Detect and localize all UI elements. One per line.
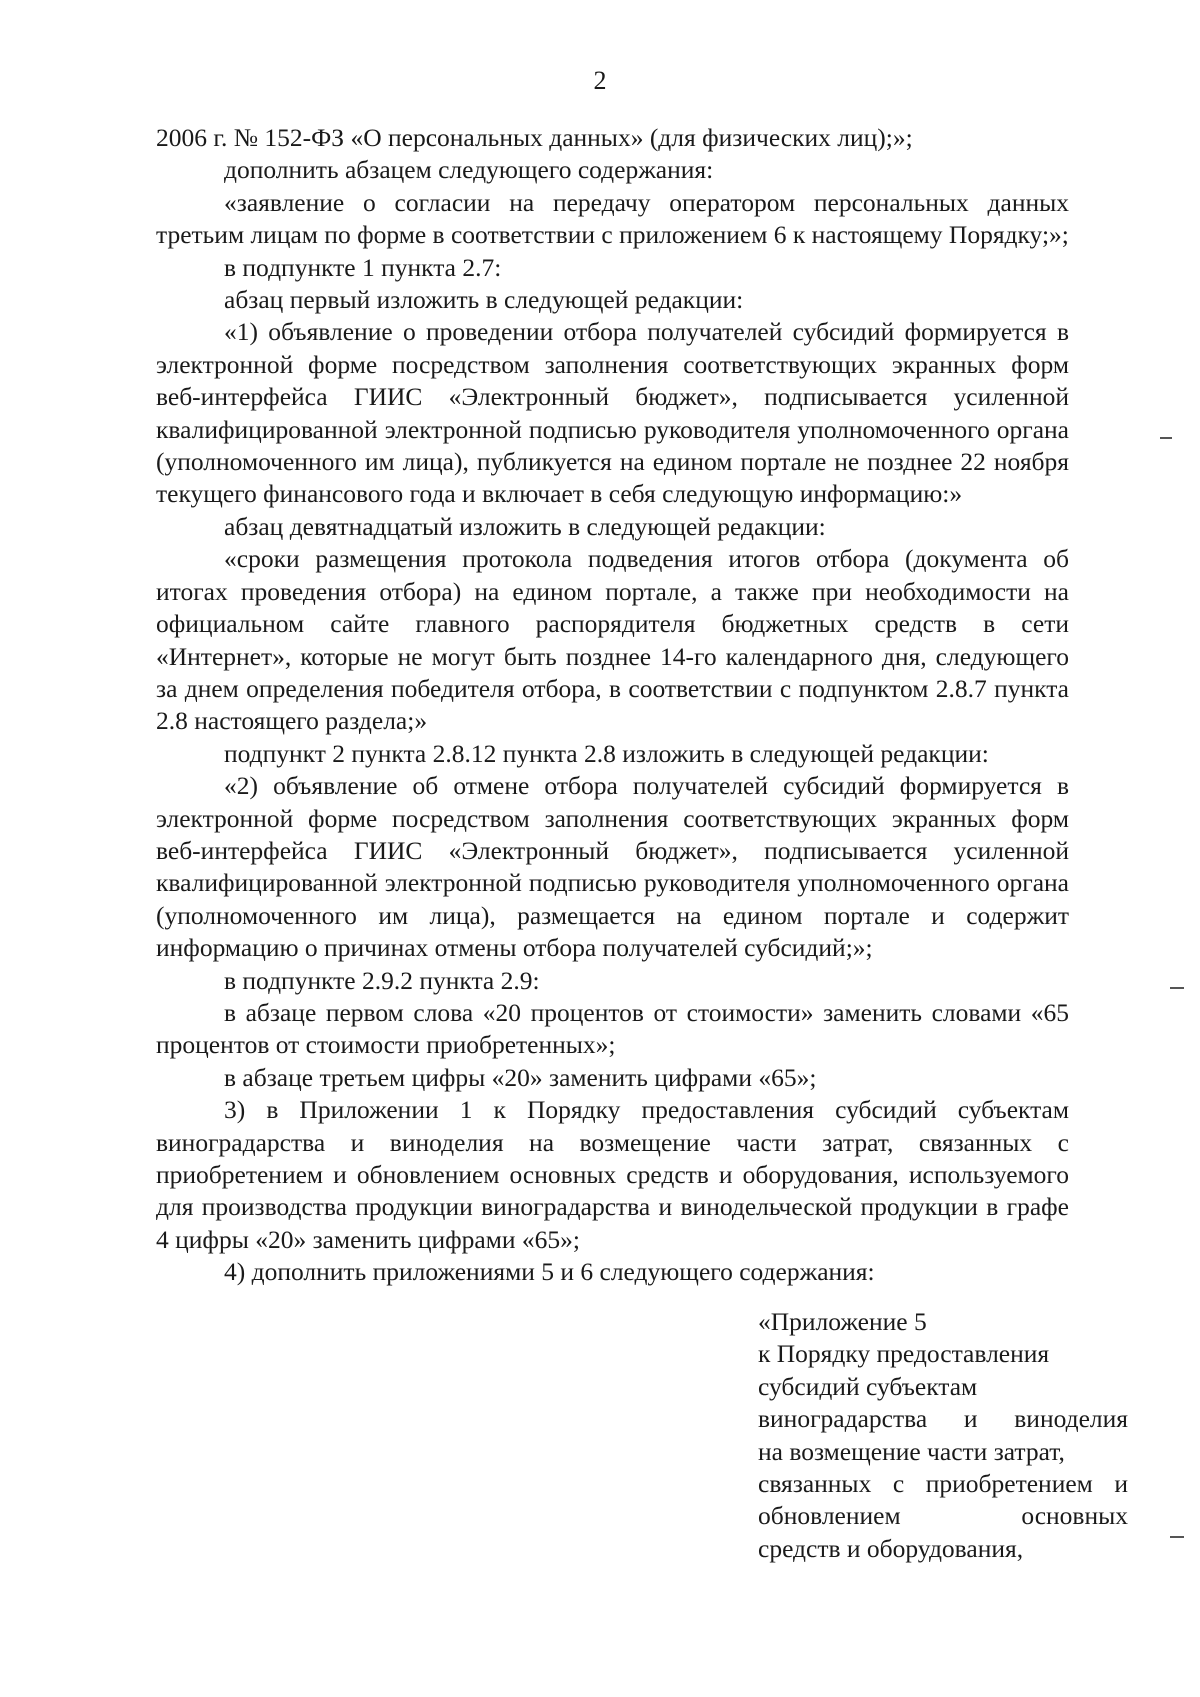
appendix-line-8: средств и оборудования,: [758, 1533, 1024, 1563]
paragraph-8: «сроки размещения протокола подведения итогов отбора (документа об итогах проведения отбора) на едином портале, а также при необходимости на официальном сайте главного распорядителя бюджетных средств в сети «Интернет», которые не могут быть позднее 14-го календарного дня, следующего за днем определения победителя отбора, в соответствии с подпунктом 2.8.7 пункта 2.8 настоящего раздела;»: [156, 544, 1069, 736]
appendix-line-2: к Порядку предоставления: [758, 1339, 1050, 1369]
paragraph-11: в подпункте 2.9.2 пункта 2.9:: [224, 965, 540, 995]
paragraph-7: абзац девятнадцатый изложить в следующей редакции:: [224, 511, 826, 541]
appendix-line-1: «Приложение 5: [758, 1307, 927, 1336]
appendix-line-6: связанных с приобретением и: [758, 1469, 1128, 1499]
appendix-line-4: виноградарства и виноделия: [758, 1404, 1128, 1434]
paragraph-6: «1) объявление о проведении отбора получателей субсидий формируется в электронной форме посредством заполнения соответствующих экранных форм веб-интерфейса ГИИС «Электронный бюджет», подписывается усиленной квалифицированной электронной подписью руководителя уполномоченного органа (уполномоченного им лица), публикуется на едином портале не позднее 22 ноября текущего финансового года и включает в себя следующую информацию:»: [156, 317, 1069, 509]
appendix-line-3: субсидий субъектам: [758, 1371, 978, 1401]
paragraph-13: в абзаце третьем цифры «20» заменить цифрами «65»;: [224, 1062, 817, 1092]
paragraph-10: «2) объявление об отмене отбора получателей субсидий формируется в электронной форме посредством заполнения соответствующих экранных форм веб-интерфейса ГИИС «Электронный бюджет», подписывается усиленной квалифицированной электронной подписью руководителя уполномоченного органа (уполномоченного им лица), размещается на едином портале и содержит информацию о причинах отмены отбора получателей субсидий;»;: [156, 771, 1069, 963]
appendix-line-5: на возмещение части затрат,: [758, 1436, 1065, 1466]
paragraph-4: в подпункте 1 пункта 2.7:: [224, 252, 502, 282]
paragraph-12: в абзаце первом слова «20 процентов от стоимости» заменить словами «65 процентов от стоимости приобретенных»;: [156, 997, 1069, 1060]
paragraph-15: 4) дополнить приложениями 5 и 6 следующего содержания:: [224, 1257, 875, 1287]
margin-mark: [1170, 987, 1184, 989]
document-body: [156, 122, 1069, 1289]
paragraph-14: 3) в Приложении 1 к Порядку предоставления субсидий субъектам виноградарства и виноделия на возмещение части затрат, связанных с приобретением и обновлением основных средств и оборудования, используемого для производства продукции виноградарства и винодельческой продукции в графе 4 цифры «20» заменить цифрами «65»;: [156, 1095, 1069, 1254]
paragraph-3: «заявление о согласии на передачу оператором персональных данных третьим лицам по форме в соответствии с приложением 6 к настоящему Порядку;»;: [156, 187, 1069, 250]
paragraph-5: абзац первый изложить в следующей редакции:: [224, 285, 744, 315]
margin-mark: [1160, 437, 1172, 439]
paragraph-2: дополнить абзацем следующего содержания:: [224, 155, 714, 185]
page-number: 2: [593, 66, 607, 95]
paragraph-9: подпункт 2 пункта 2.8.12 пункта 2.8 изложить в следующей редакции:: [224, 738, 989, 768]
paragraph-1: 2006 г. № 152-ФЗ «О персональных данных» (для физических лиц);»;: [156, 123, 913, 152]
appendix-line-7: обновлением основных: [758, 1501, 1128, 1531]
appendix-header: [758, 1306, 1128, 1565]
margin-mark: [1170, 1536, 1184, 1538]
